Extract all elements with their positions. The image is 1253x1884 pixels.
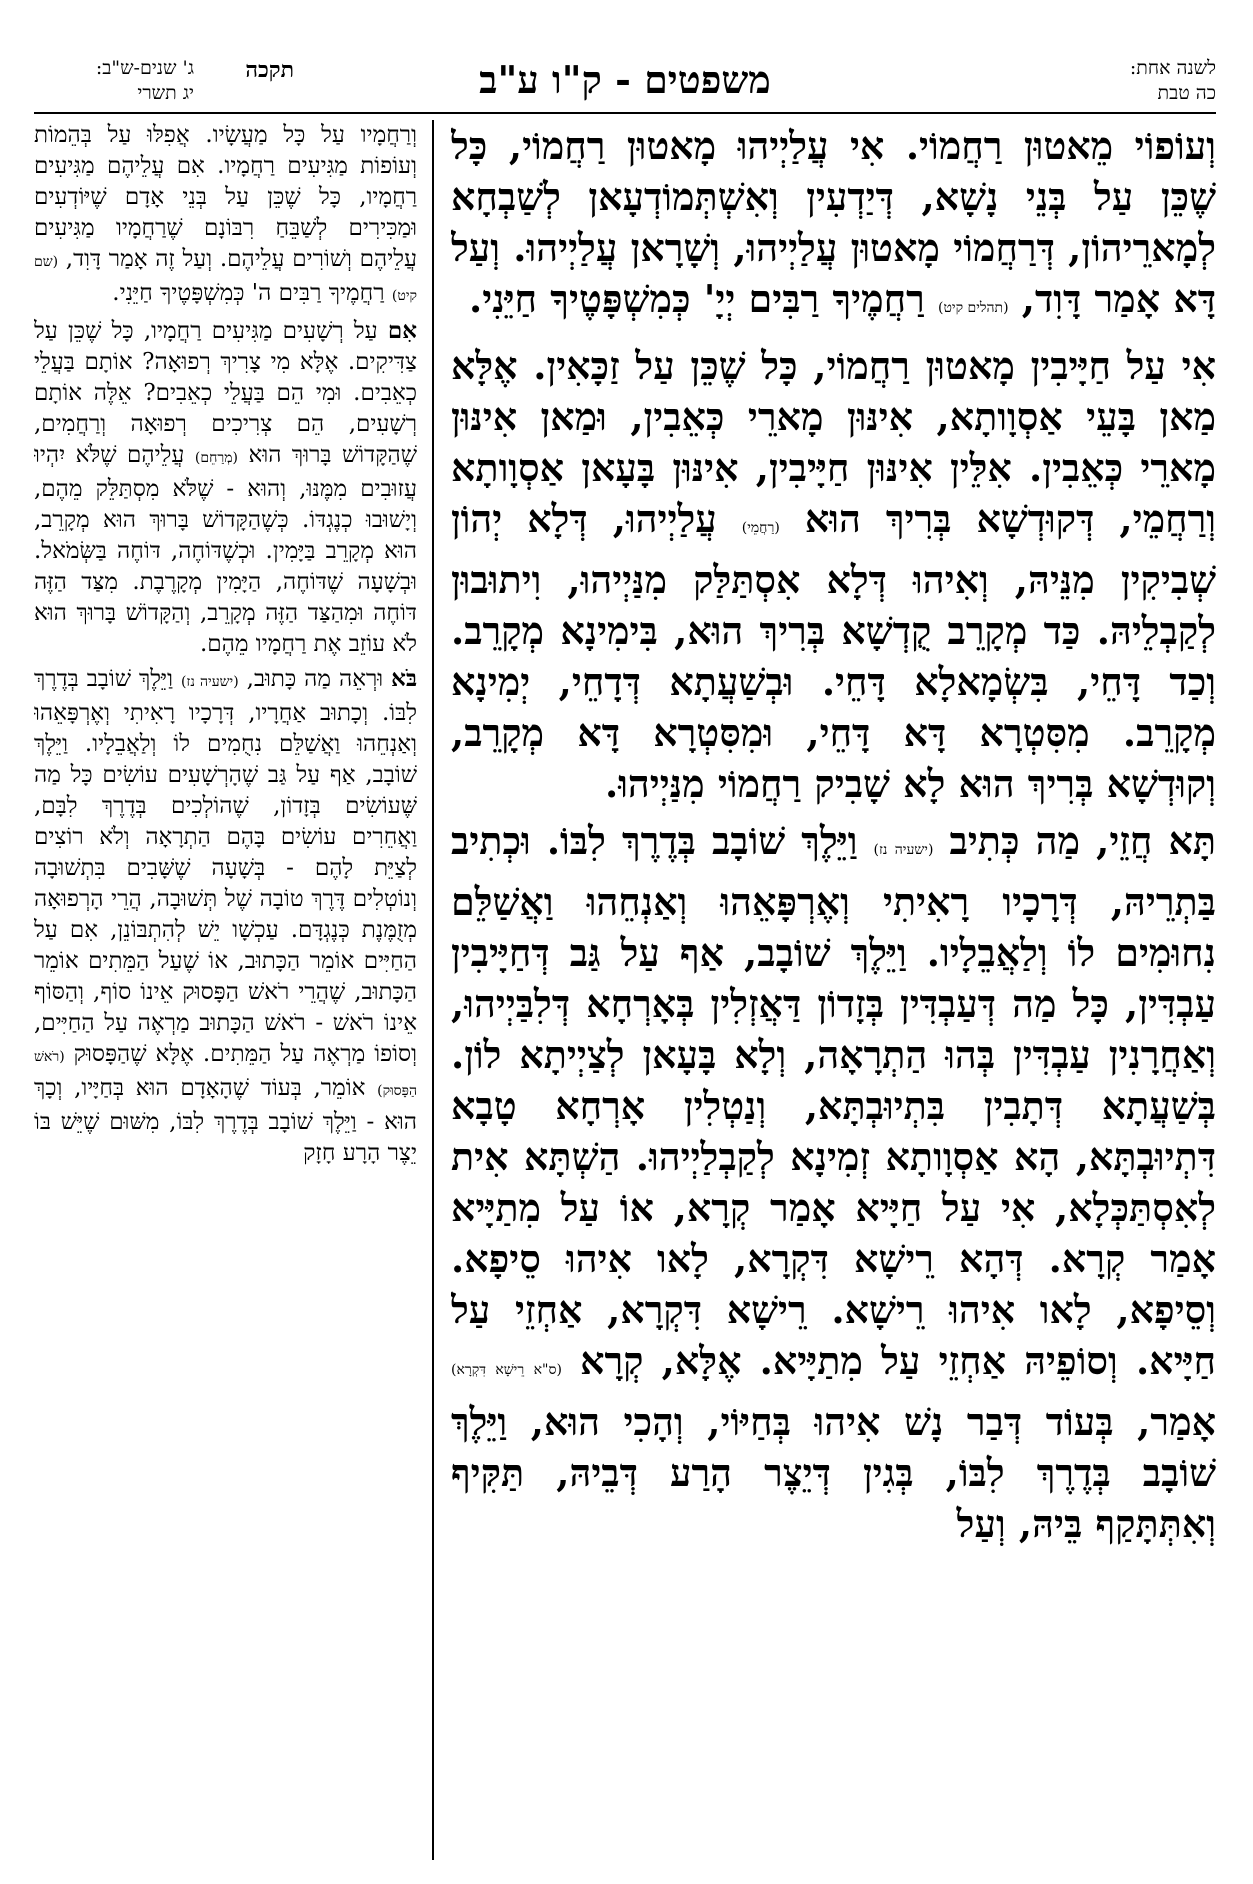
header-right-line2: כה טבת [1157,82,1216,104]
side-paragraph: וְרַחֲמָיו עַל כָּל מַעֲשָׂיו. אֲפִלּוּ עַל בְּהֵמוֹת וְעוֹפוֹת מַגִּיעִים רַחֲמָיו. אִם עֲלֵיהֶם מַגִּיעִים רַחֲמָיו, כָּל שֶׁכֵּן עַל בְּנֵי אָדָם שֶׁיּוֹדְעִים וּמַכִּירִים לְשַׁבֵּחַ רִבּוֹנָם שֶׁרַחֲמָיו מַגִּיעִים עֲלֵיהֶם וְשׁוֹרִים עֲלֵיהֶם. וְעַל זֶה אָמַר דָּוִד, (שם קיט) רַחֲמֶיךָ רַבִּים ה' כְּמִשְׁפָּטֶיךָ חַיֵּנִי. [34,122,417,306]
header-right-line1: לשנה אחת: [1129,57,1216,79]
lead-word: אִם [387,317,417,344]
citation: (רֹאשׁ הַפָּסוּק) [34,1049,417,1099]
citation: (ישעיה נז) [873,842,934,858]
page-title: משפטים - ק"ו ע"ב [479,57,771,102]
main-paragraph: אִי עַל חַיָּיבִין מָאטוּן רַחֲמוֹי, כָּל שֶׁכֵּן עַל זַכָּאִין. אֶלָּא מַאן בָּעֵי אַסְוָותָא, אִינּוּן מָארֵי כְּאֵבִין, וּמַאן אִינּוּן מָארֵי כְּאֵבִין. אִלֵּין אִינּוּן חַיָּיבִין, אִינּוּן בָּעָאן אַסְוָותָא וְרַחֲמֵי, דְּקוּדְשָׁא בְּרִיךְ הוּא (רַחֲמֵי) עֲלַיְיהוּ, דְּלָא יְהוֹן שְׁבִיקִין מִנֵּיהּ, וְאִיהוּ דְּלָא אִסְתַּלַּק מִנַּיְיהוּ, וִיתוּבוּן לְקַבְלֵיהּ. כַּד מְקָרֵב קֻדְשָׁא בְּרִיךְ הוּא, בִּימִינָא מְקָרֵב. וְכַד דָּחֵי, בִּשְׂמָאלָא דָּחֵי. וּבְשַׁעֲתָא דְּדָחֵי, יְמִינָא מְקָרֵב. מִסִּטְרָא דָּא דָּחֵי, וּמִסִּטְרָא דָּא מְקָרֵב, וְקוּדְשָׁא בְּרִיךְ הוּא לָא שָׁבִיק רַחֲמוֹי מִנַּיְיהוּ. [451,343,1216,806]
main-text-column [451,120,1216,1860]
header-left-line2: יג תשרי [137,82,194,104]
citation: (ישעיה נז) [180,674,239,690]
side-paragraph: אִם עַל רְשָׁעִים מַגִּיעִים רַחֲמָיו, כָּל שֶׁכֵּן עַל צַדִּיקִים. אֶלָּא מִי צָרִיךְ רְפוּאָה? אוֹתָם בַּעֲלֵי כְאֵבִים. וּמִי הֵם בַּעֲלֵי כְאֵבִים? אֵלֶּה אוֹתָם רְשָׁעִים, הֵם צְרִיכִים רְפוּאָה וְרַחֲמִים, שֶׁהַקָּדוֹשׁ בָּרוּךְ הוּא (מְרַחֵם) עֲלֵיהֶם שֶׁלֹּא יִהְיוּ עֲזוּבִים מִמֶּנּוּ, וְהוּא - שֶׁלֹּא מִסְתַּלֵּק מֵהֶם, וְיָשׁוּבוּ כְנֶגְדּוֹ. כְּשֶׁהַקָּדוֹשׁ בָּרוּךְ הוּא מְקָרֵב, הוּא מְקָרֵב בַּיָּמִין. וּכְשֶׁדּוֹחֶה, דּוֹחֶה בַּשְּׂמֹאל. וּבְשָׁעָה שֶׁדּוֹחֶה, הַיָּמִין מְקָרֶבֶת. מִצַּד הַזֶּה דּוֹחֶה וּמִהַצַּד הַזֶּה מְקָרֵב, וְהַקָּדוֹשׁ בָּרוּךְ הוּא לֹא עוֹזֵב אֶת רַחֲמָיו מֵהֶם. [34,317,417,657]
page-number: תקכה [245,57,294,83]
column-divider [432,120,434,1860]
citation: (תהלים קיט) [937,300,1009,316]
translation-column [34,120,417,1860]
citation: (שם קיט) [34,254,417,304]
citation: (ס"א רֵישָׁא דִּקְרָא) [451,1362,562,1378]
header-left-line1: ג' שנים-ש"ב: [95,57,194,79]
page [34,50,1216,1865]
page-header [34,50,1216,112]
header-schedule-left [34,56,294,106]
citation: (מְרַחֵם) [194,450,239,466]
lead-word: בֹּא [391,665,417,692]
header-divider [34,112,1216,114]
main-paragraph: תָּא חֲזֵי, מַה כְּתִיב (ישעיה נז) וַיֵּלֶךְ שׁוֹבָב בְּדֶרֶךְ לִבּוֹ. וּכְתִיב בַּתְרֵיהּ, דְּרָכָיו רָאִיתִי וְאֶרְפָּאֵהוּ וְאַנְחֵהוּ וַאֲשַׁלֵּם נִחוּמִים לוֹ וְלַאֲבֵלָיו. וַיֵּלֶךְ שׁוֹבָב, אַף עַל גַּב דְּחַיָּיבִין עַבְדִּין, כָּל מַה דְּעַבְדִּין בְּזָדוֹן דַּאֲזְלִין בְּאָרְחָא דְּלִבַּיְיהוּ, וְאַחֲרָנִין עַבְדִּין בְּהוּ הַתְרָאָה, וְלָא בָּעָאן לְצַיְיתָא לוֹן. בְּשַׁעֲתָא דְּתָבִין בִּתְיוּבְתָּא, וְנַטְלִין אָרְחָא טָבָא דִּתְיוּבְתָּא, הָא אַסְוָותָא זְמִינָא לְקַבְלַיְיהוּ. הַשְׁתָּא אִית לְאִסְתַּכְּלָא, אִי עַל חַיָּיא אָמַר קְרָא, אוֹ עַל מִתַיָּיא אָמַר קְרָא. דְּהָא רֵישָׁא דִּקְרָא, לָאו אִיהוּ סֵיפָא. וְסֵיפָא, לָאו אִיהוּ רֵישָׁא. רֵישָׁא דִּקְרָא, אַחְזֵי עַל חַיָּיא. וְסוֹפֵיהּ אַחְזֵי עַל מִתַיָּיא. אֶלָּא, קְרָא (ס"א רֵישָׁא דִּקְרָא) אָמַר, בְּעוֹד דְּבַר נָשׁ אִיהוּ בְּחַיּוֹי, וְהָכִי הוּא, וַיֵּלֶךְ שׁוֹבָב בְּדֶרֶךְ לִבּוֹ, בְּגִין דְּיֵצֶר הָרַע דְּבֵיהּ, תַּקִּיף וְאִתְּתָּקַף בֵּיהּ, וְעַל [451,818,1216,1546]
citation: (רַחֲמֵי) [741,520,780,536]
side-paragraph: בֹּא וּרְאֵה מַה כָּתוּב, (ישעיה נז) וַיֵּלֶךְ שׁוֹבָב בְּדֶרֶךְ לִבּוֹ. וְכָתוּב אַחֲרָיו, דְּרָכָיו רָאִיתִי וְאֶרְפָּאֵהוּ וְאַנְחֵהוּ וַאֲשַׁלֵּם נִחֻמִים לוֹ וְלַאֲבֵלָיו. וַיֵּלֶךְ שׁוֹבָב, אַף עַל גַּב שֶׁהָרְשָׁעִים עוֹשִׂים כָּל מַה שֶּׁעוֹשִׂים בְּזָדוֹן, שֶׁהוֹלְכִים בְּדֶרֶךְ לִבָּם, וַאֲחֵרִים עוֹשִׂים בָּהֶם הַתְרָאָה וְלֹא רוֹצִים לְצַיֵּת לָהֶם - בְּשָׁעָה שֶׁשָּׁבִים בִּתְשׁוּבָה וְנוֹטְלִים דֶּרֶךְ טוֹבָה שֶׁל תְּשׁוּבָה, הֲרֵי הָרְפוּאָה מְזֻמֶּנֶת כְּנֶגְדָּם. עַכְשָׁו יֵשׁ לְהִתְבּוֹנֵן, אִם עַל הַחַיִּים אוֹמֵר הַכָּתוּב, אוֹ שֶׁעַל הַמֵּתִים אוֹמֵר הַכָּתוּב, שֶׁהֲרֵי רֹאשׁ הַפָּסוּק אֵינוֹ סוֹף, וְהַסּוֹף אֵינוֹ רֹאשׁ - רֹאשׁ הַכָּתוּב מַרְאֶה עַל הַחַיִּים, וְסוֹפוֹ מַרְאֶה עַל הַמֵּתִים. אֶלָּא שֶׁהַפָּסוּק (רֹאשׁ הַפָּסוּק) אוֹמֵר, בְּעוֹד שֶׁהָאָדָם הוּא בְּחַיָּיו, וְכָךְ הוּא - וַיֵּלֶךְ שׁוֹבָב בְּדֶרֶךְ לִבּוֹ, מִשּׁוּם שֶׁיֵּשׁ בּוֹ יֵצֶר הָרָע חָזָק [34,665,417,1166]
main-paragraph: וְעוֹפוֹי מֵאטוּן רַחֲמוֹי. אִי עֲלַיְיהוּ מָאטוּן רַחֲמוֹי, כָּל שֶׁכֵּן עַל בְּנֵי נָשָׁא, דְּיַדְעִין וְאִשְׁתְּמוֹדְעָאן לְשַׁבְחָא לְמָארֵיהוֹן, דְּרַחֲמוֹי מָאטוּן עֲלַיְיהוּ, וְשָׁרָאן עֲלַיְיהוּ. וְעַל דָּא אָמַר דָּוִד, (תהלים קיט) רַחֲמֶיךָ רַבִּים יְיָ' כְּמִשְׁפָּטֶיךָ חַיֵּנִי. [451,123,1216,321]
